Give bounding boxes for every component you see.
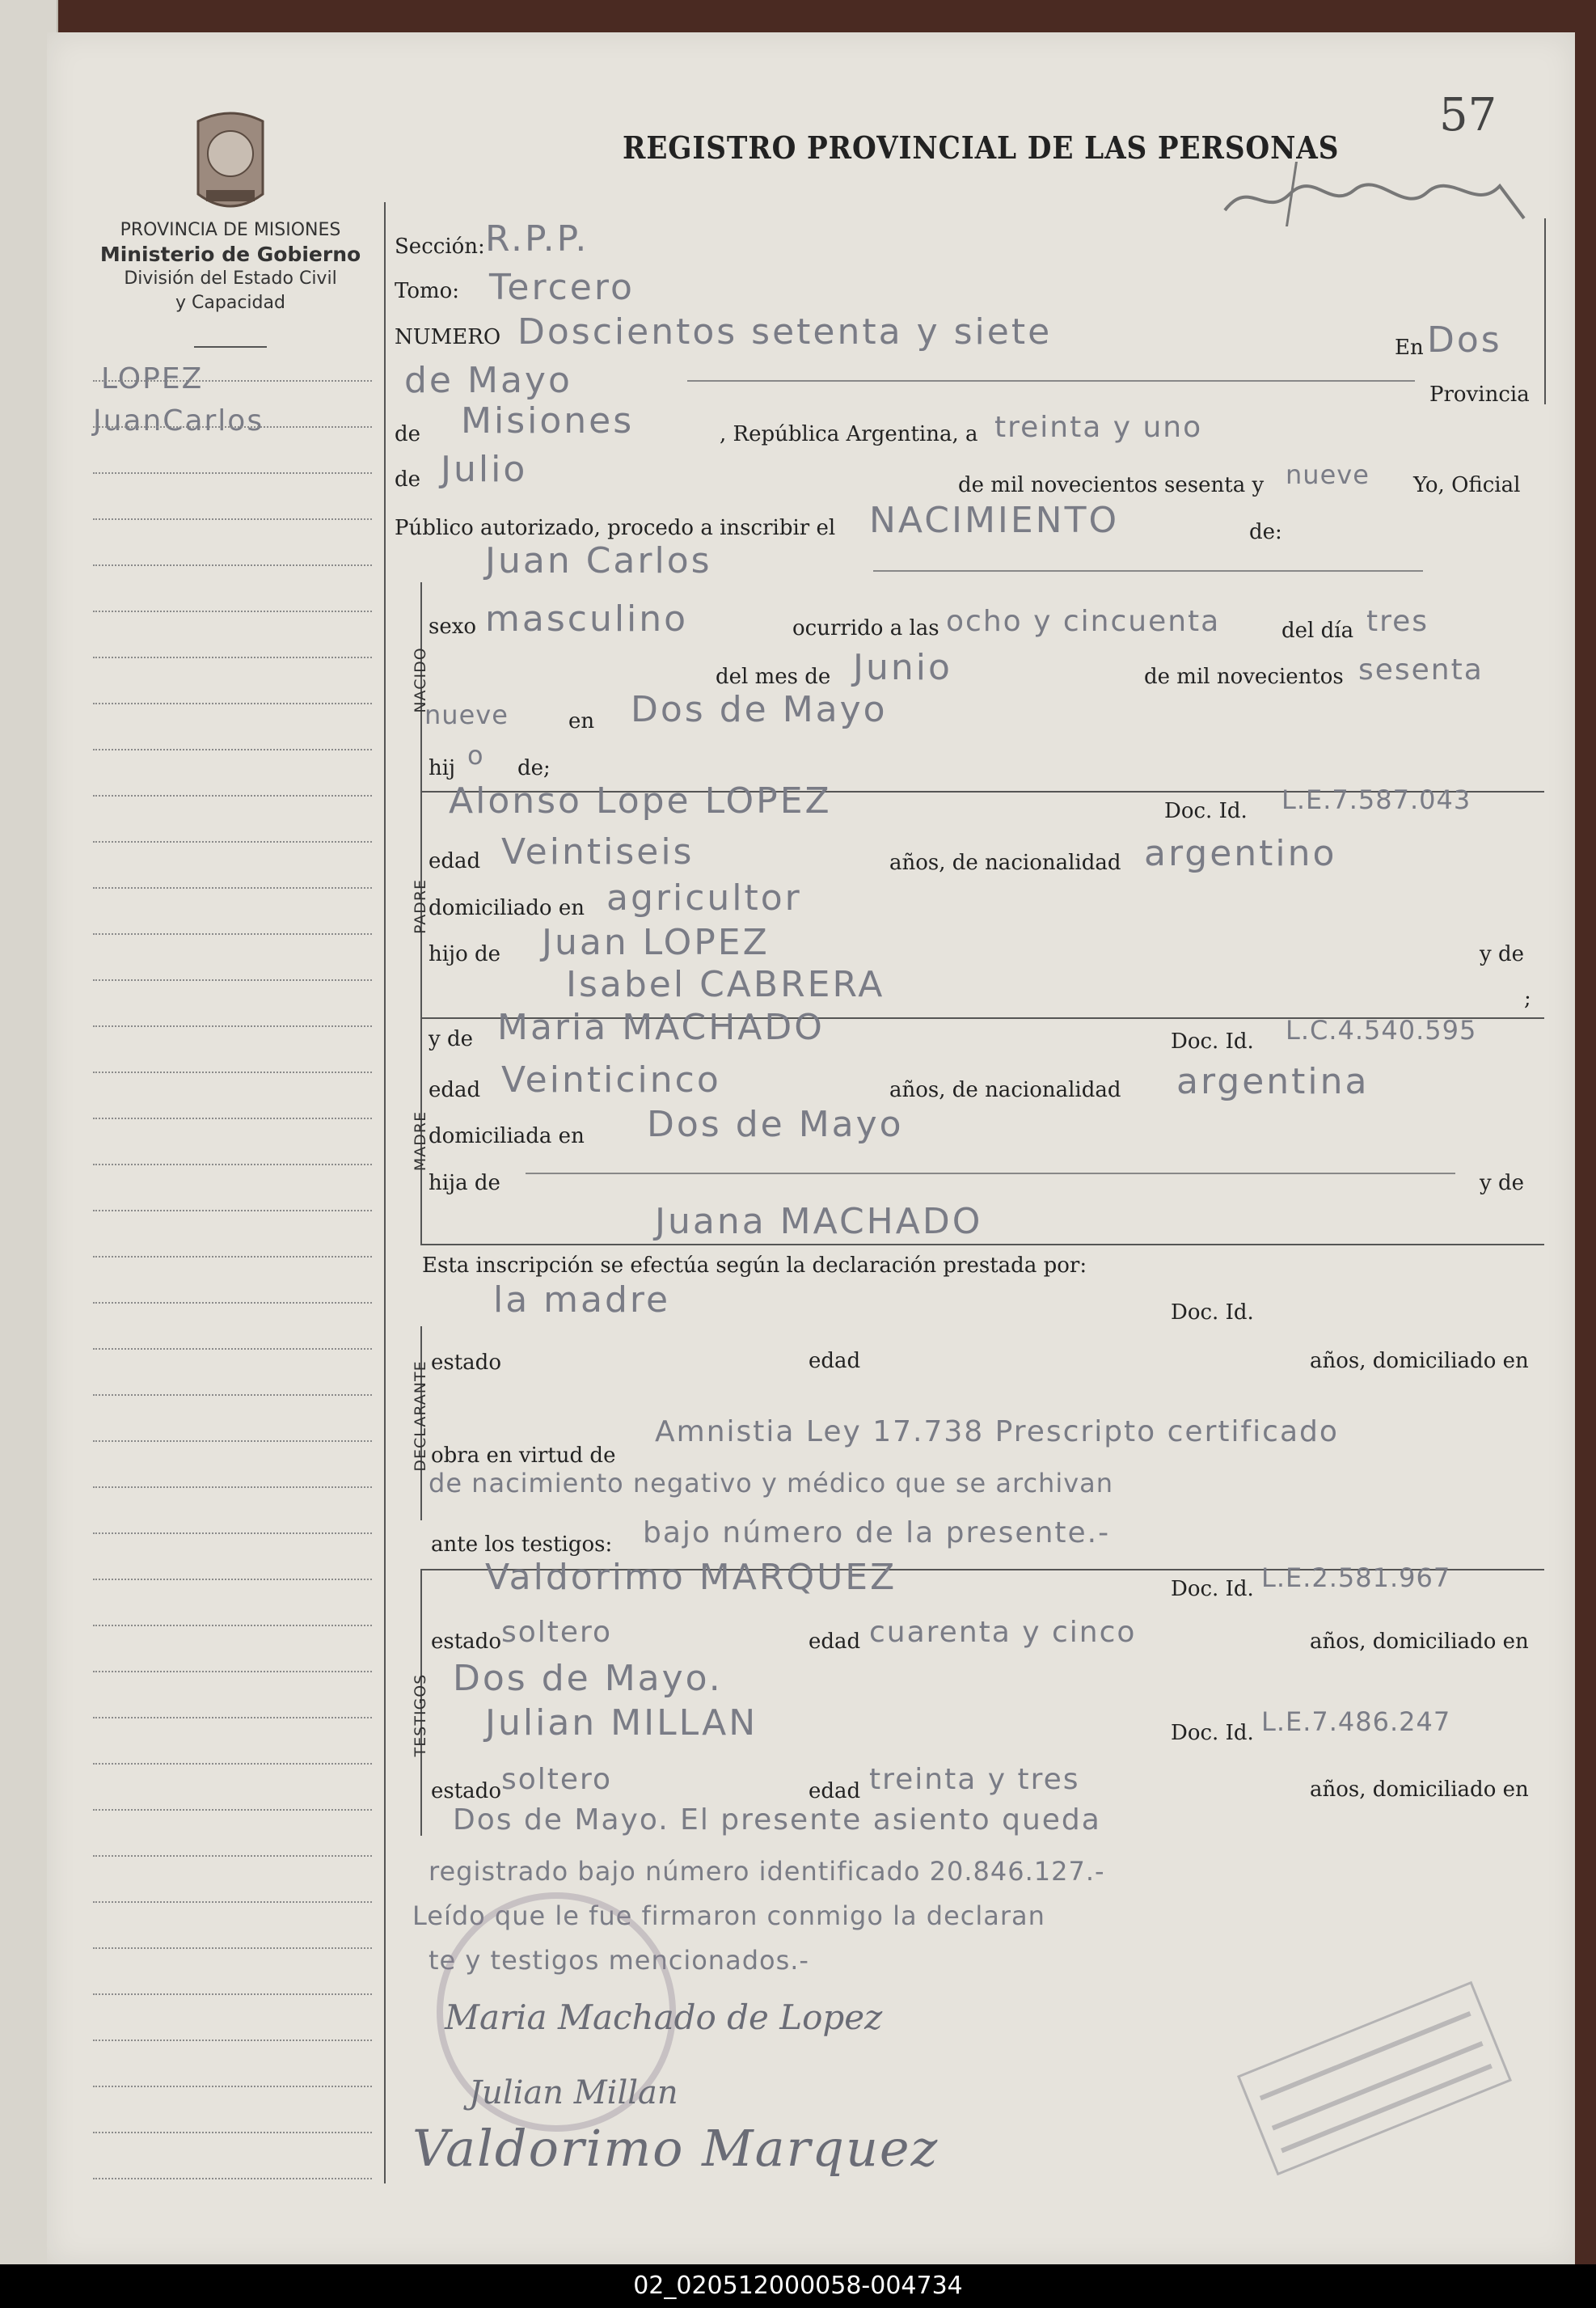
margin-ruled-line bbox=[93, 1486, 372, 1489]
padre-dom-label: domiciliado en bbox=[429, 896, 585, 920]
margin-ruled-line bbox=[93, 426, 372, 429]
provincia-value: Misiones bbox=[461, 400, 635, 442]
margin-ruled-line bbox=[93, 1440, 372, 1443]
numero-label: NUMERO bbox=[395, 325, 501, 349]
madre-y-de2-label: y de bbox=[1480, 1171, 1524, 1195]
margin-ruled-line bbox=[93, 657, 372, 659]
mes-registro: Julio bbox=[441, 449, 528, 490]
madre-dom-label: domiciliada en bbox=[429, 1124, 585, 1148]
declarante-value: la madre bbox=[493, 1279, 671, 1321]
testigo2-dom-label: años, domiciliado en bbox=[1310, 1777, 1529, 1802]
divider bbox=[194, 346, 267, 348]
margin-ruled-line bbox=[93, 1671, 372, 1673]
right-border bbox=[1544, 218, 1546, 404]
semicolon-label: ; bbox=[1524, 987, 1531, 1011]
testigo2-edad: treinta y tres bbox=[869, 1763, 1080, 1796]
section-divider bbox=[420, 1244, 1544, 1245]
header-signature-scribble bbox=[1217, 162, 1540, 226]
margin-ruled-line bbox=[93, 564, 372, 567]
cierre-line-3: Leído que le fue firmaron conmigo la declaran bbox=[412, 1900, 1045, 1931]
en-lugar-label: en bbox=[568, 709, 595, 733]
testigo2-nombre: Julian MILLAN bbox=[485, 1702, 758, 1744]
nacido-side-label: NACIDO bbox=[412, 647, 429, 713]
republica-label: , República Argentina, a bbox=[720, 422, 978, 446]
margin-ruled-line bbox=[93, 1302, 372, 1304]
de-semi-label: de; bbox=[517, 756, 551, 780]
padre-y-de-label: y de bbox=[1480, 942, 1524, 966]
madre-y-de: Juana MACHADO bbox=[655, 1201, 983, 1242]
page-title: REGISTRO PROVINCIAL DE LAS PERSONAS bbox=[623, 129, 1340, 166]
fill-line bbox=[687, 380, 1415, 382]
margin-ruled-line bbox=[93, 1625, 372, 1627]
ministry-line: Ministerio de Gobierno bbox=[99, 243, 361, 266]
declarante-doc-label: Doc. Id. bbox=[1171, 1300, 1254, 1325]
publico-label: Público autorizado, procedo a inscribir el bbox=[395, 516, 836, 540]
madre-doc: L.C.4.540.595 bbox=[1286, 1015, 1477, 1046]
en-label: En bbox=[1395, 336, 1424, 360]
capacity-line: y Capacidad bbox=[175, 293, 285, 313]
sexo-label: sexo bbox=[429, 615, 477, 639]
de-colon-label: de: bbox=[1249, 520, 1282, 544]
obra-line-3: bajo número de la presente.- bbox=[643, 1516, 1111, 1549]
testigo2-estado: soltero bbox=[501, 1763, 613, 1796]
madre-hija-label: hija de bbox=[429, 1171, 500, 1195]
margin-ruled-line bbox=[93, 1717, 372, 1719]
margin-ruled-line bbox=[93, 1210, 372, 1212]
obra-label: obra en virtud de bbox=[431, 1444, 616, 1468]
madre-edad: Veinticinco bbox=[501, 1059, 721, 1101]
fill-line bbox=[526, 1173, 1455, 1174]
de-label: de bbox=[395, 422, 421, 446]
acto-value: NACIMIENTO bbox=[869, 500, 1120, 541]
madre-dom: Dos de Mayo bbox=[647, 1104, 904, 1145]
margin-ruled-line bbox=[93, 380, 372, 383]
dia-value: tres bbox=[1366, 605, 1429, 638]
madre-edad-label: edad bbox=[429, 1078, 481, 1102]
padre-hijo-label: hijo de bbox=[429, 942, 501, 966]
margin-ruled-line bbox=[93, 1901, 372, 1904]
margin-surname: LOPEZ bbox=[101, 362, 204, 395]
madre-nac-label: años, de nacionalidad bbox=[889, 1078, 1121, 1102]
page-number: 57 bbox=[1439, 89, 1497, 142]
nombre-value: Juan Carlos bbox=[485, 540, 712, 581]
margin-ruled-line bbox=[93, 1348, 372, 1351]
madre-doc-label: Doc. Id. bbox=[1171, 1029, 1254, 1054]
margin-ruled-line bbox=[93, 2132, 372, 2134]
padre-y-de: Isabel CABRERA bbox=[566, 964, 885, 1005]
padre-nombre: Alonso Lope LOPEZ bbox=[449, 780, 832, 822]
signature-testigo1: Valdorimo Marquez bbox=[412, 2119, 939, 2178]
padre-doc: L.E.7.587.043 bbox=[1281, 784, 1471, 815]
testigos-label: ante los testigos: bbox=[431, 1532, 613, 1557]
margin-ruled-line bbox=[93, 795, 372, 797]
ocurrido-label: ocurrido a las bbox=[792, 616, 939, 640]
cierre-line-4: te y testigos mencionados.- bbox=[429, 1945, 809, 1976]
yo-oficial-label: Yo, Oficial bbox=[1413, 473, 1521, 497]
declarante-side-label: DECLARANTE bbox=[412, 1360, 429, 1472]
madre-side-label: MADRE bbox=[412, 1110, 429, 1172]
margin-ruled-line bbox=[93, 1164, 372, 1166]
del-dia-label: del día bbox=[1281, 619, 1354, 643]
margin-ruled-line bbox=[93, 1394, 372, 1397]
padre-nac: argentino bbox=[1144, 833, 1337, 874]
margin-ruled-line bbox=[93, 979, 372, 982]
margin-ruled-line bbox=[93, 1993, 372, 1996]
hij-label: hij bbox=[429, 756, 456, 780]
declarante-edad-label: edad bbox=[809, 1349, 861, 1373]
inscripcion-label: Esta inscripción se efectúa según la declaración prestada por: bbox=[422, 1253, 1087, 1278]
en-value-cont: de Mayo bbox=[404, 360, 572, 401]
testigo1-estado: soltero bbox=[501, 1616, 613, 1649]
madre-nac: argentina bbox=[1176, 1061, 1370, 1102]
obra-line-2: de nacimiento negativo y médico que se archivan bbox=[429, 1468, 1114, 1499]
testigos-side-label: TESTIGOS bbox=[412, 1673, 429, 1757]
margin-ruled-line bbox=[93, 1072, 372, 1074]
de-mes-label: de bbox=[395, 467, 421, 492]
division-line: División del Estado Civil bbox=[124, 268, 337, 289]
margin-given-name: JuanCarlos bbox=[93, 404, 264, 438]
testigo1-nombre: Valdorimo MARQUEZ bbox=[485, 1557, 897, 1598]
margin-ruled-line bbox=[93, 1947, 372, 1950]
margin-ruled-line bbox=[93, 472, 372, 475]
province-block bbox=[73, 218, 388, 315]
margin-ruled-line bbox=[93, 841, 372, 843]
obra-line-1: Amnistia Ley 17.738 Prescripto certificado bbox=[655, 1415, 1339, 1448]
margin-ruled-line bbox=[93, 1579, 372, 1581]
padre-side-label: PADRE bbox=[412, 878, 429, 935]
testigo1-estado-label: estado bbox=[431, 1630, 501, 1654]
tomo-value: Tercero bbox=[489, 267, 635, 308]
testigo1-doc-label: Doc. Id. bbox=[1171, 1577, 1254, 1601]
margin-ruled-line bbox=[93, 1025, 372, 1028]
testigo1-edad: cuarenta y cinco bbox=[869, 1616, 1137, 1649]
padre-nac-label: años, de nacionalidad bbox=[889, 851, 1121, 875]
margin-ruled-line bbox=[93, 703, 372, 705]
margin-ruled-line bbox=[93, 2086, 372, 2088]
mil-novecientos-nac-label: de mil novecientos bbox=[1144, 665, 1344, 689]
margin-ruled-line bbox=[93, 611, 372, 613]
madre-nombre: Maria MACHADO bbox=[497, 1007, 825, 1048]
signature-testigo2: Julian Millan bbox=[469, 2074, 678, 2111]
left-border bbox=[384, 202, 386, 2183]
testigo2-doc-label: Doc. Id. bbox=[1171, 1721, 1254, 1745]
margin-ruled-line bbox=[93, 1118, 372, 1120]
mes-value: Junio bbox=[853, 647, 952, 688]
testigo2-doc: L.E.7.486.247 bbox=[1261, 1706, 1451, 1737]
padre-edad: Veintiseis bbox=[501, 831, 695, 873]
testigo1-dom: Dos de Mayo. bbox=[453, 1658, 723, 1699]
testigo2-estado-label: estado bbox=[431, 1779, 501, 1803]
madre-y-de-label: y de bbox=[429, 1027, 473, 1051]
sexo-value: masculino bbox=[485, 598, 689, 640]
margin-ruled-line bbox=[93, 1809, 372, 1811]
padre-hijo-de: Juan LOPEZ bbox=[542, 922, 770, 963]
margin-ruled-line bbox=[93, 1532, 372, 1535]
margin-ruled-line bbox=[93, 1855, 372, 1858]
padre-edad-label: edad bbox=[429, 849, 481, 873]
padre-dom: agricultor bbox=[606, 877, 802, 919]
province-line: PROVINCIA DE MISIONES bbox=[120, 220, 341, 240]
signature-madre: Maria Machado de Lopez bbox=[445, 1997, 883, 2037]
seccion-value: R.P.P. bbox=[485, 218, 589, 260]
cierre-line-2: registrado bajo número identificado 20.846.127.- bbox=[429, 1856, 1105, 1887]
del-mes-label: del mes de bbox=[716, 665, 831, 689]
image-caption: 02_020512000058-004734 bbox=[0, 2264, 1596, 2308]
hora-value: ocho y cincuenta bbox=[946, 605, 1221, 638]
mil-novecientos-label: de mil novecientos sesenta y bbox=[958, 473, 1265, 497]
margin-ruled-line bbox=[93, 2040, 372, 2042]
provincial-seal-icon bbox=[182, 105, 279, 218]
numero-value: Doscientos setenta y siete bbox=[517, 311, 1053, 353]
cierre-line-1: Dos de Mayo. El presente asiento queda bbox=[453, 1803, 1101, 1837]
margin-ruled-line bbox=[93, 1763, 372, 1765]
declarante-estado-label: estado bbox=[431, 1351, 501, 1375]
provincia-label: Provincia bbox=[1429, 383, 1530, 407]
hij-suffix: o bbox=[467, 740, 484, 771]
margin-ruled-line bbox=[93, 887, 372, 890]
margin-ruled-line bbox=[93, 749, 372, 751]
margin-ruled-line bbox=[93, 2178, 372, 2180]
testigo2-edad-label: edad bbox=[809, 1779, 861, 1803]
margin-ruled-line bbox=[93, 1256, 372, 1258]
dia-registro: treinta y uno bbox=[994, 411, 1203, 444]
padre-doc-label: Doc. Id. bbox=[1164, 799, 1248, 823]
seccion-label: Sección: bbox=[395, 235, 485, 259]
testigo1-doc: L.E.2.581.967 bbox=[1261, 1562, 1451, 1593]
testigo1-dom-label: años, domiciliado en bbox=[1310, 1630, 1529, 1654]
anio-nac-value-2: nueve bbox=[424, 700, 509, 730]
margin-ruled-line bbox=[93, 933, 372, 936]
anio-registro: nueve bbox=[1286, 459, 1370, 490]
en-value: Dos bbox=[1427, 319, 1502, 361]
margin-ruled-line bbox=[93, 518, 372, 521]
testigo1-edad-label: edad bbox=[809, 1630, 861, 1654]
lugar-value: Dos de Mayo bbox=[631, 689, 888, 730]
anio-nac-value: sesenta bbox=[1358, 653, 1484, 687]
fill-line bbox=[873, 570, 1423, 572]
tomo-label: Tomo: bbox=[395, 279, 460, 303]
declarante-dom-label: años, domiciliado en bbox=[1310, 1349, 1529, 1373]
